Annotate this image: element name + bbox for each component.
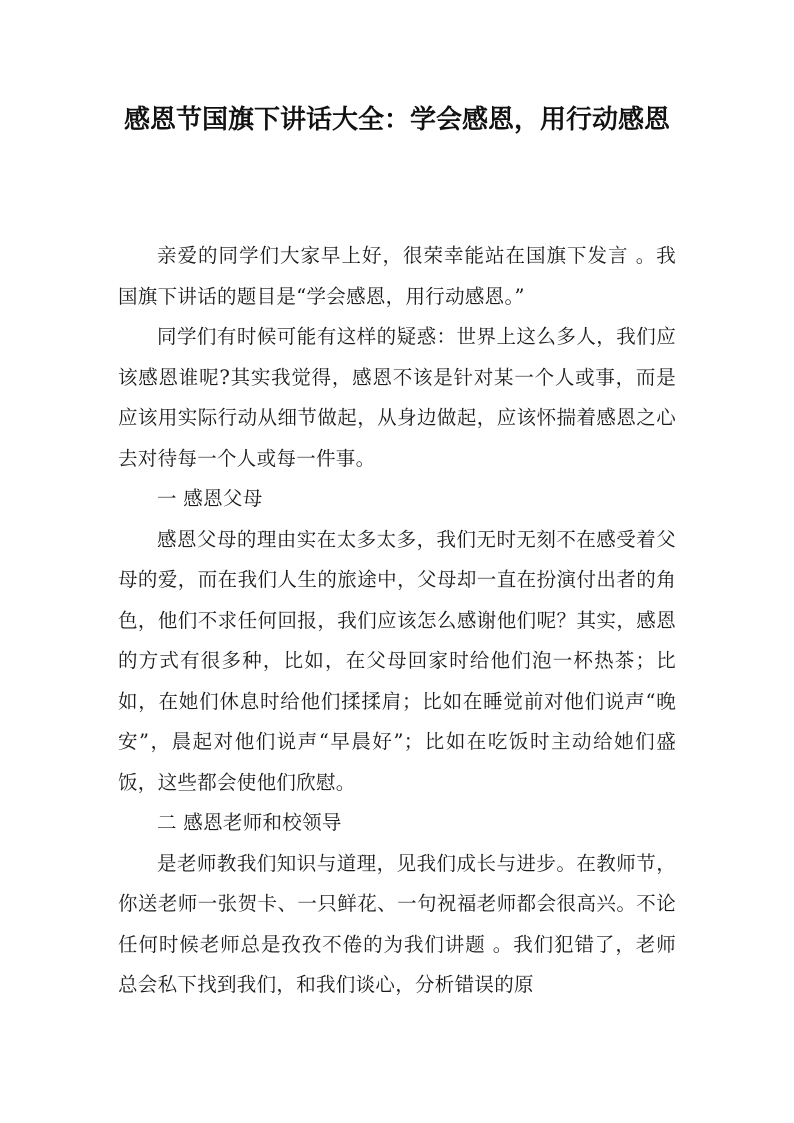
document-title: 感恩节国旗下讲话大全：学会感恩，用行动感恩 bbox=[123, 105, 670, 135]
paragraph-intro: 同学们有时候可能有这样的疑惑：世界上这么多人，我们应该感恩谁呢?其实我觉得，感恩不该是针对某一个人或事，而是应该用实际行动从细节做起，从身边做起，应该怀揣着感恩之心去对待每一个人或每一件事。 bbox=[118, 325, 676, 470]
section-heading-teachers: 二 感恩老师和校领导 bbox=[157, 811, 342, 834]
paragraph-greeting: 亲爱的同学们大家早上好，很荣幸能站在国旗下发言 。我国旗下讲话的题目是“学会感恩，用行动感恩。” bbox=[118, 244, 676, 308]
paragraph-teachers: 是老师教我们知识与道理，见我们成长与进步。在教师节，你送老师一张贺卡、一只鲜花、一句祝福老师都会很高兴。不论任何时候老师总是孜孜不倦的为我们讲题 。我们犯错了，老师总会私下找到我们，和我们谈心，分析错误的原 bbox=[118, 851, 676, 996]
section-heading-parents: 一 感恩父母 bbox=[157, 487, 263, 510]
paragraph-parents: 感恩父母的理由实在太多太多，我们无时无刻不在感受着父母的爱，而在我们人生的旅途中，父母却一直在扮演付出者的角色，他们不求任何回报，我们应该怎么感谢他们呢？其实，感恩的方式有很多种，比如，在父母回家时给他们泡一杯热茶；比如，在她们休息时给他们揉揉肩；比如在睡觉前对他们说声“晚安”，晨起对他们说声“早晨好”；比如在吃饭时主动给她们盛饭，这些都会使他们欣慰。 bbox=[118, 527, 676, 794]
document-body bbox=[118, 236, 676, 1006]
